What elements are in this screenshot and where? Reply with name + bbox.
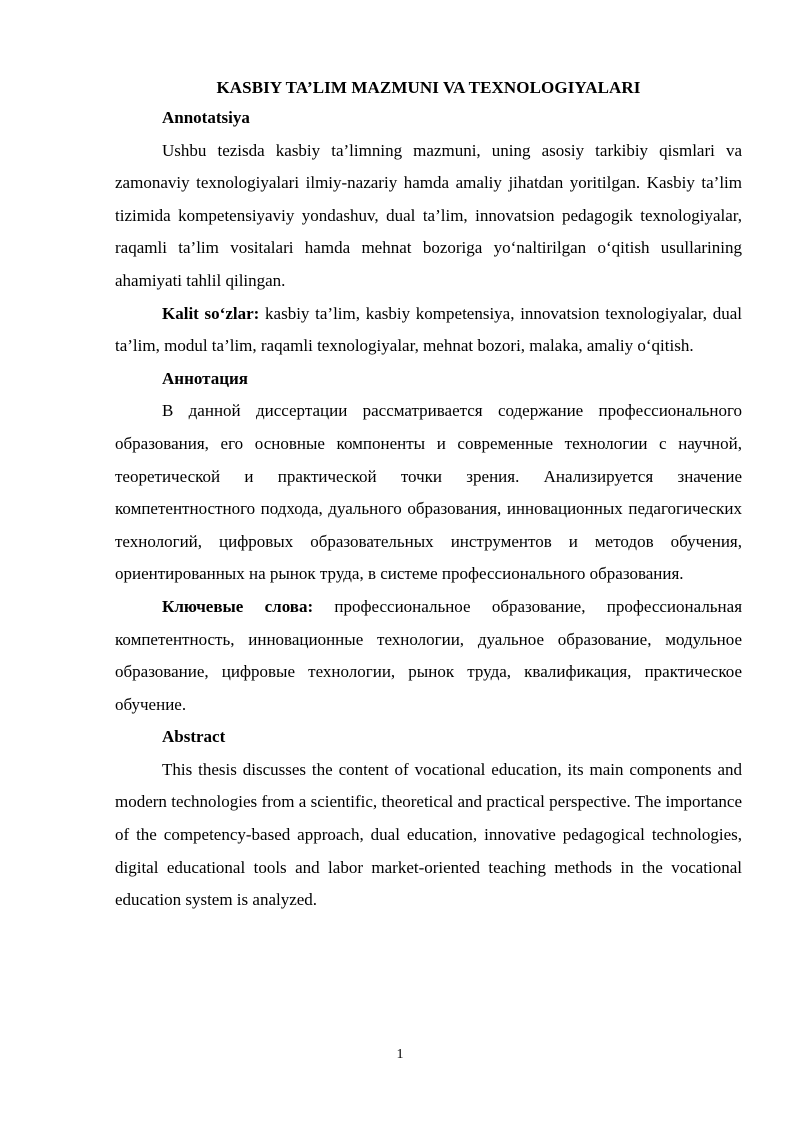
- abstract-en-heading: Abstract: [162, 727, 226, 747]
- keywords-uz-label: Kalit so‘zlar:: [162, 303, 260, 323]
- page-content: [115, 74, 742, 917]
- page-number: 1: [396, 1047, 404, 1062]
- annotation-uz-section: [115, 102, 742, 363]
- keywords-ru-text: профессиональное образование, профессиональная компетентность, инновационные технологии, дуальное образование, модульное образование, цифровые технологии, рынок труда, квалификация, практическое обучение.: [115, 596, 743, 714]
- abstract-en-body: This thesis discusses the content of vocational education, its main components and modern technologies from a scientific, theoretical and practical perspective. The importance of the competency-based approach, dual education, innovative pedagogical technologies, digital educational tools and labor market-oriented teaching methods in the vocational education system is analyzed.: [115, 759, 742, 910]
- annotation-uz-body: Ushbu tezisda kasbiy ta’limning mazmuni, uning asosiy tarkibiy qismlari va zamonaviy texnologiyalari ilmiy-nazariy hamda amaliy jihatdan yoritilgan. Kasbiy ta’lim tizimida kompetensiyaviy yondashuv, dual ta’lim, innovatsion pedagogik texnologiyalar, raqamli ta’lim vositalari hamda mehnat bozoriga yo‘naltirilgan o‘qitish usullarining ahamiyati tahlil qilingan.: [115, 140, 742, 290]
- keywords-ru-label: Ключевые слова:: [162, 596, 314, 616]
- keywords-uz-paragraph: [115, 298, 742, 363]
- annotation-ru-body: В данной диссертации рассматривается содержание профессионального образования, его основные компоненты и современные технологии с научной, теоретической и практической точки зрения. Анализируется значение компетентностного подхода, дуального образования, инновационных педагогических технологий, цифровых образовательных инструментов и методов обучения, ориентированных на рынок труда, в системе профессионального образования.: [115, 401, 742, 584]
- annotation-uz-heading: Annotatsiya: [162, 108, 250, 127]
- document-title: KASBIY TA’LIM MAZMUNI VA TEXNOLOGIYALARI: [216, 78, 641, 97]
- keywords-ru-paragraph: [115, 591, 742, 721]
- annotation-ru-heading: Аннотация: [162, 368, 248, 388]
- abstract-en-section: [115, 721, 742, 917]
- keywords-uz-text: kasbiy ta’lim, kasbiy kompetensiya, innovatsion texnologiyalar, dual ta’lim, modul ta’lim, raqamli texnologiyalar, mehnat bozori, malaka, amaliy o‘qitish.: [115, 303, 742, 356]
- annotation-ru-section: [115, 363, 742, 722]
